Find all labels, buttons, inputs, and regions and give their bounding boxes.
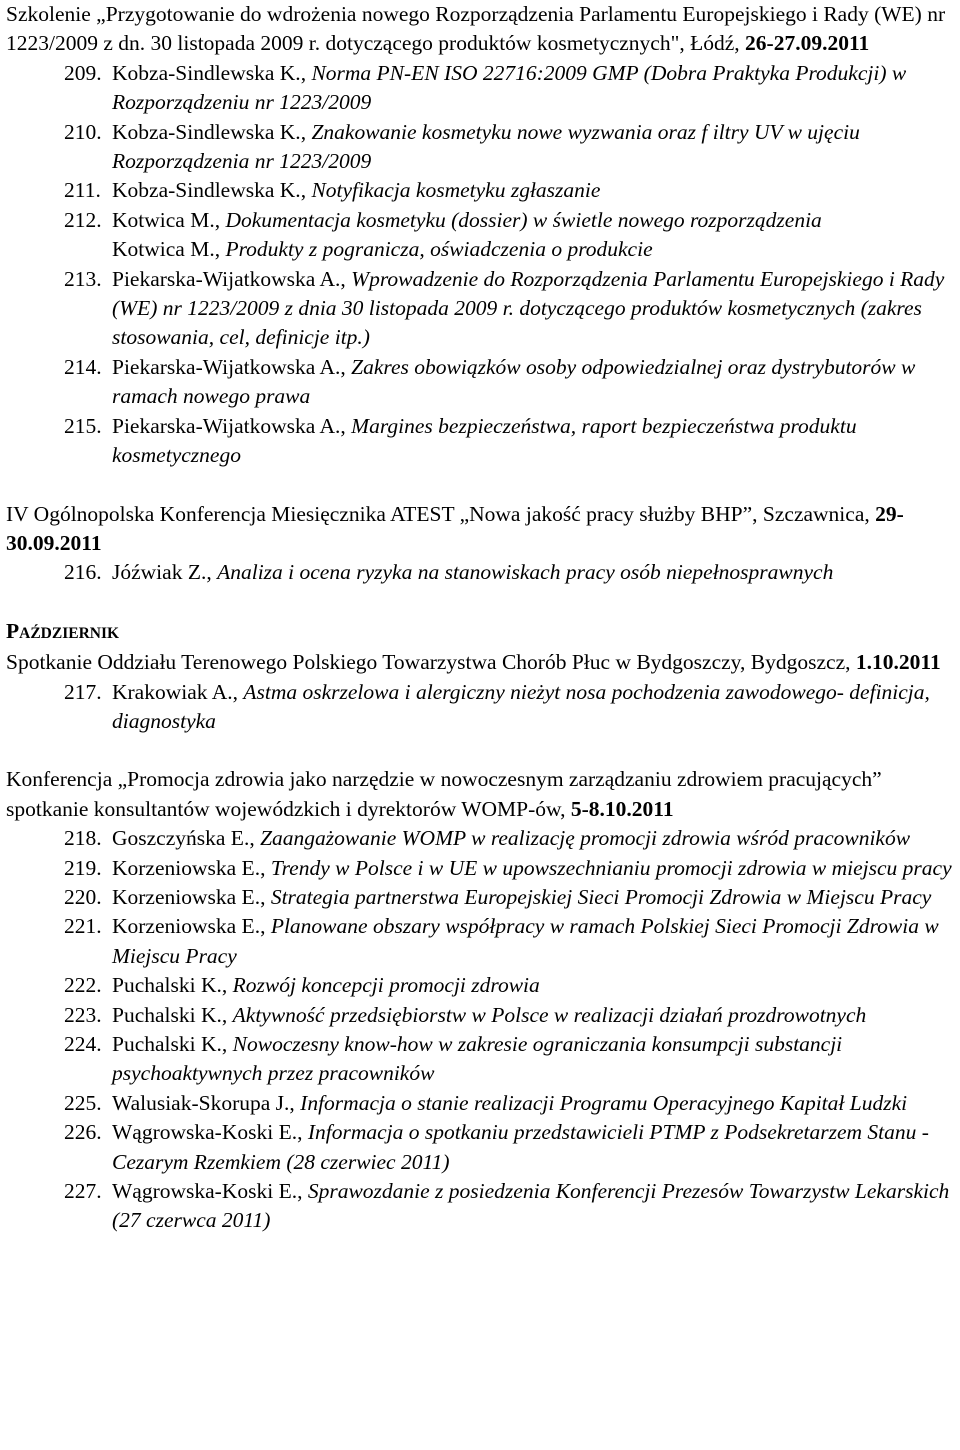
entry-title: Rozwój koncepcji promocji zdrowia <box>232 973 540 998</box>
month-heading-rest: AŹDZIERNIK <box>19 624 120 642</box>
list-item: 214. Piekarska-Wijatkowska A., Zakres obowiązków osoby odpowiedzialnej oraz dystrybutorów w ramach nowego prawa <box>64 354 916 409</box>
entry-author: Korzeniowska E. <box>112 884 261 909</box>
entry-number: 222. <box>64 973 102 998</box>
entry-title: Norma PN-EN ISO 22716:2009 GMP (Dobra Praktyka Produkcji) w Rozporządzeniu nr 1223/2009 <box>112 60 907 115</box>
list-item: 209. Kobza-Sindlewska K., Norma PN-EN ISO 22716:2009 GMP (Dobra Praktyka Produkcji) w Rozporządzeniu nr 1223/2009 <box>64 60 907 115</box>
entry-author: Puchalski K. <box>112 1032 222 1056</box>
list-item: 216. Jóźwiak Z., Analiza i ocena ryzyka na stanowiskach pracy osób niepełnosprawnych <box>6 558 960 587</box>
list-item: 218. Goszczyńska E., Zaangażowanie WOMP w realizację promocji zdrowia wśród pracowników <box>6 824 960 853</box>
list-item: 224. Puchalski K., Nowoczesny know-how w zakresie ograniczania konsumpcji substancji psychoaktywnych przez pracowników <box>64 1032 843 1086</box>
entry-number: 226. <box>64 1120 102 1145</box>
entry-number: 219. <box>64 855 102 880</box>
entry-number: 225. <box>64 1090 102 1115</box>
event-header <box>6 500 960 559</box>
event-date: 5-8.10.2011 <box>570 796 674 821</box>
spacer <box>6 471 960 500</box>
entry-author: Korzeniowska E. <box>112 914 261 939</box>
entry-title: Strategia partnerstwa Europejskiej Sieci Promocji Zdrowia w Miejscu Pracy <box>270 884 932 909</box>
entry-number: 214. <box>64 354 102 379</box>
entry-title: Margines bezpieczeństwa, raport bezpieczeństwa produktu kosmetycznego <box>112 413 857 468</box>
entry-title: Nowoczesny know-how w zakresie ograniczania konsumpcji substancji psychoaktywnych przez pracowników <box>112 1032 843 1086</box>
list-item: 223. Puchalski K., Aktywność przedsiębiorstw w Polsce w realizacji działań prozdrowotnych <box>6 1001 960 1030</box>
entry-author: Wągrowska-Koski E. <box>112 1179 298 1204</box>
entry-author: Jóźwiak Z. <box>112 560 207 585</box>
entry-title: Sprawozdanie z posiedzenia Konferencji Prezesów Towarzystw Lekarskich (27 czerwca 2011) <box>112 1179 950 1233</box>
event-description: Szkolenie „Przygotowanie do wdrożenia nowego Rozporządzenia Parlamentu Europejskiego i Rady (WE) nr 1223/2009 z dn. 30 listopada 2009 r. dotyczącego produktów kosmetycznych", Łódź, <box>6 2 946 56</box>
entry-author: Walusiak-Skorupa J. <box>112 1090 290 1115</box>
spacer <box>6 588 960 617</box>
event-date: 29-30.09.2011 <box>6 501 904 555</box>
list-item: 215. Piekarska-Wijatkowska A., Margines bezpieczeństwa, raport bezpieczeństwa produktu kosmetycznego <box>64 413 857 468</box>
entry-number: 220. <box>64 884 102 909</box>
entry-title: Produkty z pogranicza, oświadczenia o produkcie <box>225 237 653 262</box>
list-item: 219. Korzeniowska E., Trendy w Polsce i w UE w upowszechnianiu promocji zdrowia w miejscu pracy <box>6 854 960 883</box>
event-header <box>6 0 960 59</box>
entry-number: 221. <box>64 914 102 939</box>
entry-author: Kobza-Sindlewska K. <box>112 178 301 203</box>
entry-author: Krakowiak A. <box>112 679 233 704</box>
event-description: Konferencja „Promocja zdrowia jako narzędzie w nowoczesnym zarządzaniu zdrowiem pracujących” spotkanie konsultantów wojewódzkich i dyrektorów WOMP-ów, <box>6 767 882 821</box>
month-heading <box>6 617 960 648</box>
entry-number: 212. <box>64 207 102 232</box>
list-item: 213. Piekarska-Wijatkowska A., Wprowadzenie do Rozporządzenia Parlamentu Europejskiego i Rady (WE) nr 1223/2009 z dnia 30 listopada 2009 r. dotyczącego produktów kosmetycznych (zakres stosowania, cel, definicje itp.) <box>64 266 945 350</box>
entry-title: Planowane obszary współpracy w ramach Polskiej Sieci Promocji Zdrowia w Miejscu Pracy <box>112 914 939 968</box>
entry-number: 209. <box>64 60 102 85</box>
list-item: 225. Walusiak-Skorupa J., Informacja o stanie realizacji Programu Operacyjnego Kapitał Ludzki <box>6 1089 960 1118</box>
list-item: 217. Krakowiak A., Astma oskrzelowa i alergiczny nieżyt nosa pochodzenia zawodowego- definicja, diagnostyka <box>64 679 930 733</box>
event-date: 1.10.2011 <box>855 650 941 675</box>
entry-title: Analiza i ocena ryzyka na stanowiskach pracy osób niepełnosprawnych <box>217 560 834 585</box>
entry-list <box>6 59 960 471</box>
entry-number: 215. <box>64 413 102 438</box>
entry-author: Kobza-Sindlewska K. <box>112 60 301 85</box>
entry-list <box>6 558 960 587</box>
entry-title: Wprowadzenie do Rozporządzenia Parlamentu Europejskiego i Rady (WE) nr 1223/2009 z dnia 30 listopada 2009 r. dotyczącego produktów kosmetycznych (zakres stosowania, cel, definicje itp.) <box>112 266 945 350</box>
entry-number: 218. <box>64 826 102 851</box>
list-item: 226. Wągrowska-Koski E., Informacja o spotkaniu przedstawicieli PTMP z Podsekretarzem Stanu - Cezarym Rzemkiem (28 czerwiec 2011) <box>64 1120 929 1174</box>
entry-title: Zaangażowanie WOMP w realizację promocji zdrowia wśród pracowników <box>260 826 911 851</box>
entry-number: 227. <box>64 1179 102 1204</box>
entry-author: Puchalski K. <box>112 973 222 998</box>
entry-title: Informacja o stanie realizacji Programu Operacyjnego Kapitał Ludzki <box>300 1090 908 1115</box>
entry-title: Notyfikacja kosmetyku zgłaszanie <box>311 178 601 203</box>
entry-author: Goszczyńska E. <box>112 826 250 851</box>
entry-number: 224. <box>64 1032 102 1056</box>
list-item: 212. Kotwica M., Dokumentacja kosmetyku (dossier) w świetle nowego rozporządzenia <box>6 206 960 235</box>
list-item: 227. Wągrowska-Koski E., Sprawozdanie z posiedzenia Konferencji Prezesów Towarzystw Lekarskich (27 czerwca 2011) <box>64 1179 950 1233</box>
list-item: 222. Puchalski K., Rozwój koncepcji promocji zdrowia <box>6 971 960 1000</box>
event-date: 26-27.09.2011 <box>745 31 870 56</box>
event-description: Spotkanie Oddziału Terenowego Polskiego Towarzystwa Chorób Płuc w Bydgoszczy, Bydgoszcz, <box>6 650 856 675</box>
entry-title: Zakres obowiązków osoby odpowiedzialnej oraz dystrybutorów w ramach nowego prawa <box>112 354 916 409</box>
entry-title: Dokumentacja kosmetyku (dossier) w świetle nowego rozporządzenia <box>225 207 822 232</box>
entry-author: Piekarska-Wijatkowska A. <box>112 354 341 379</box>
entry-author: Wągrowska-Koski E. <box>112 1120 298 1145</box>
entry-author: Piekarska-Wijatkowska A. <box>112 413 341 438</box>
list-item: 221. Korzeniowska E., Planowane obszary współpracy w ramach Polskiej Sieci Promocji Zdrowia w Miejscu Pracy <box>64 914 939 968</box>
entry-author: Piekarska-Wijatkowska A. <box>112 266 341 291</box>
entry-number: 211. <box>64 178 101 203</box>
entry-list <box>6 678 960 737</box>
event-header <box>6 648 960 677</box>
entry-title: Trendy w Polsce i w UE w upowszechnianiu promocji zdrowia w miejscu pracy <box>270 855 952 880</box>
entry-number: 213. <box>64 266 102 291</box>
entry-author: Kobza-Sindlewska K. <box>112 119 301 144</box>
entry-title: Informacja o spotkaniu przedstawicieli PTMP z Podsekretarzem Stanu - Cezarym Rzemkiem (28 czerwiec 2011) <box>112 1120 929 1174</box>
entry-number: 223. <box>64 1002 102 1027</box>
entry-number: 217. <box>64 679 102 704</box>
list-item: 220. Korzeniowska E., Strategia partnerstwa Europejskiej Sieci Promocji Zdrowia w Miejscu Pracy <box>6 883 960 912</box>
list-item: 211. Kobza-Sindlewska K., Notyfikacja kosmetyku zgłaszanie <box>6 176 960 205</box>
entry-number: 210. <box>64 119 102 144</box>
list-item: 210. Kobza-Sindlewska K., Znakowanie kosmetyku nowe wyzwania oraz f iltry UV w ujęciu Rozporządzenia nr 1223/2009 <box>64 119 860 174</box>
list-item: Kotwica M., Produkty z pogranicza, oświadczenia o produkcie <box>112 237 653 262</box>
spacer <box>6 736 960 765</box>
month-heading-initial: P <box>6 618 20 643</box>
entry-number: 216. <box>64 560 102 585</box>
event-header <box>6 765 960 824</box>
entry-author: Kotwica M. <box>112 237 215 262</box>
entry-author: Puchalski K. <box>112 1002 222 1027</box>
entry-title: Aktywność przedsiębiorstw w Polsce w realizacji działań prozdrowotnych <box>232 1002 867 1027</box>
entry-title: Znakowanie kosmetyku nowe wyzwania oraz f iltry UV w ujęciu Rozporządzenia nr 1223/2009 <box>112 119 860 174</box>
entry-list <box>6 824 960 1236</box>
event-description: IV Ogólnopolska Konferencja Miesięcznika ATEST „Nowa jakość pracy służby BHP”, Szczawnica, <box>6 501 876 526</box>
entry-author: Kotwica M. <box>112 207 215 232</box>
entry-author: Korzeniowska E. <box>112 855 261 880</box>
entry-title: Astma oskrzelowa i alergiczny nieżyt nosa pochodzenia zawodowego- definicja, diagnostyka <box>112 679 930 733</box>
